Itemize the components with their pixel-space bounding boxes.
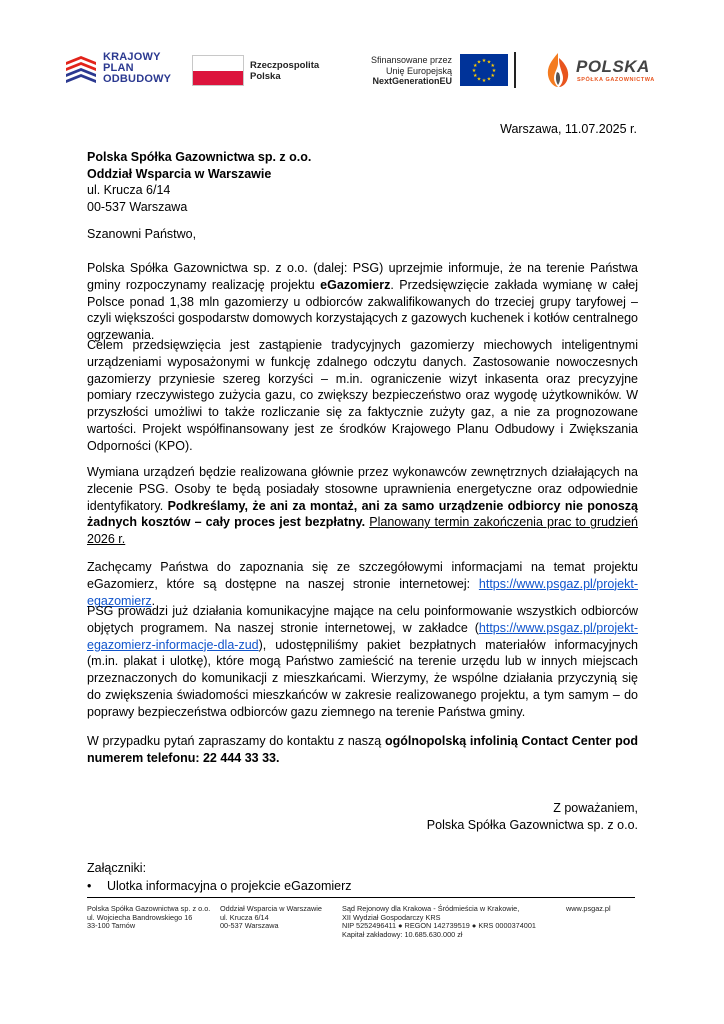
kpo-logo-text — [103, 52, 171, 85]
materials-link[interactable]: https://www.psgaz.pl/projekt-egazomierz-informacje-dla-zud — [87, 620, 638, 652]
footer-company — [87, 905, 210, 931]
poland-flag-icon — [192, 55, 244, 86]
kpo-line-1: KRAJOWY — [103, 51, 161, 63]
footer-company-line: Polska Spółka Gazownictwa sp. z o.o. — [87, 904, 211, 913]
closing-salutation: Z poważaniem, — [553, 801, 638, 815]
p5-text-cont: ), udostępniliśmy pakiet bezpłatnych materiałów informacyjnych (m.in. plakat i ulotkę), które mogą Państwo zamieścić na terenie urzędu lub w innych miejscach przeznaczonych do komunikacji z mieszkańcami. Wierzymy, że wspólne działania przyczynią się do zwiększenia świadomości mieszkańców w zakresie realizowanego projektu, a tym samym – do poprawy bezpieczeństwa odbiorców gazu ziemnego na terenie Państwa gminy. — [87, 637, 638, 719]
rp-line-1: Rzeczpospolita — [250, 60, 320, 71]
kpo-line-3: ODBUDOWY — [103, 73, 172, 85]
eu-line-2: Unię Europejską — [385, 65, 452, 76]
recipient-city: 00-537 Warszawa — [87, 199, 188, 214]
recipient-street: ul. Krucza 6/14 — [87, 183, 171, 197]
paragraph-goal: Celem przedsięwzięcia jest zastąpienie tradycyjnych gazomierzy miechowych inteligentnymi urządzeniami wyposażonymi w funkcję zdalnego odczytu danych. Zastosowanie nowoczesnych gazomierzy przyniesie szereg korzyści – m.in. ograniczenie wizyt inkasenta oraz precyzyjne pomiary rzeczywistego zużycia gazu, co zwiększy bezpieczeństwo oraz wygodę użytkowników. W przyszłości umożliwi to także rozliczanie się za faktycznie zużyty gaz, a nie za prognozowane wartości. Projekt współfinansowany jest ze środków Krajowego Planu Odbudowy i Zwiększania Odporności (KPO). — [87, 338, 638, 453]
rp-logo-text — [250, 60, 319, 82]
footer-branch-line: 00-537 Warszawa — [220, 921, 279, 931]
svg-text:★: ★ — [486, 76, 492, 83]
svg-text:★: ★ — [473, 63, 478, 69]
hotline-info: ogólnopolską infolinią Contact Center pod numerem telefonu: 22 444 33 33. — [87, 734, 638, 765]
rp-line-2: Polska — [250, 71, 281, 82]
svg-text:★: ★ — [476, 76, 482, 83]
footer-company-line: 33-100 Tarnów — [87, 921, 136, 931]
eu-line-1: Sfinansowane przez — [370, 55, 452, 65]
footer-registry — [342, 905, 536, 939]
svg-text:★: ★ — [481, 78, 487, 84]
paragraph-contact — [87, 733, 638, 767]
free-of-charge-notice: Podkreślamy, że ani za montaż, ani za samo urządzenie odbiorcy nie ponoszą żadnych kosztów – cały proces jest bezpłatny. — [87, 498, 639, 530]
eu-flag-icon — [460, 54, 508, 86]
kpo-line-2: PLAN — [103, 62, 134, 74]
footer-divider — [87, 897, 635, 898]
greeting: Szanowni Państwo, — [87, 227, 197, 241]
closing — [427, 800, 638, 834]
footer-website[interactable] — [566, 905, 611, 914]
p1-text-cont: . Przedsięwzięcie zakłada wymianę w całej Polsce ponad 1,38 mln gazomierzy u odbiorców zakwalifikowanych do trzeciej grupy taryfowej – czyli większości gospodarstw domowych korzystających z gazowych kuchenek i kotłów centralnego ogrzewania. — [87, 277, 638, 343]
svg-text:★: ★ — [481, 58, 487, 64]
letter-date: Warszawa, 11.07.2025 r. — [500, 122, 637, 136]
recipient-department: Oddział Wsparcia w Warszawie — [87, 166, 272, 181]
footer-registry-line: Sąd Rejonowy dla Krakowa - Śródmieścia w Krakowie, — [342, 904, 520, 913]
psg-logo-subtitle: SPÓŁKA GAZOWNICTWA — [577, 77, 655, 83]
footer-branch-line: ul. Krucza 6/14 — [220, 912, 269, 922]
flame-icon — [545, 52, 571, 88]
closing-signature: Polska Spółka Gazownictwa sp. z o.o. — [426, 818, 638, 832]
footer-registry-line: XII Wydział Gospodarczy KRS — [342, 912, 441, 922]
project-name: eGazomierz — [320, 277, 391, 292]
p5-text: PSG prowadzi już działania komunikacyjne mające na celu poinformowanie wszystkich odbiorców objętych programem. Na naszej stronie internetowej, w zakładce ( — [87, 604, 638, 635]
footer-website-link[interactable]: www.psgaz.pl — [566, 904, 611, 913]
eu-line-3: NextGenerationEU — [372, 76, 452, 86]
paragraph-intro — [87, 260, 638, 344]
p3-text: Wymiana urządzeń będzie realizowana głównie przez wykonawców zewnętrznych działających na zlecenie PSG. Osoby te będą posiadały stosowne uprawnienia energetyczne oraz odpowiednie identyfikatory. — [87, 465, 638, 513]
footer-branch-line: Oddział Wsparcia w Warszawie — [220, 904, 322, 913]
svg-text:★: ★ — [473, 73, 478, 79]
p1-text: Polska Spółka Gazownictwa sp. z o.o. (dalej: PSG) uprzejmie informuje, że na terenie Państwa gminy rozpoczynamy realizację projektu — [87, 261, 638, 292]
svg-text:★: ★ — [490, 73, 495, 79]
paragraph-execution — [87, 464, 638, 548]
attachment-item — [87, 879, 352, 893]
svg-text:★: ★ — [471, 68, 477, 74]
paragraph-communication — [87, 603, 638, 721]
recipient-address — [87, 149, 311, 215]
paragraph-website — [87, 559, 638, 609]
svg-text:★: ★ — [486, 59, 492, 66]
completion-date-notice: Planowany termin zakończenia prac to grudzień 2026 r. — [87, 515, 638, 547]
psg-logo-name: POLSKA — [576, 57, 650, 76]
svg-text:★: ★ — [490, 63, 495, 69]
kpo-logo-icon — [66, 56, 96, 84]
bullet-icon: • — [87, 879, 92, 893]
project-website-link[interactable]: https://www.psgaz.pl/projekt-egazomierz — [87, 576, 638, 608]
svg-text:★: ★ — [476, 59, 482, 66]
attachment-item-label: Ulotka informacyjna o projekcie eGazomierz — [107, 879, 352, 893]
footer-branch — [220, 905, 322, 931]
p4-text-end: . — [151, 593, 156, 608]
attachments-label: Załączniki: — [87, 861, 147, 875]
p6-text: W przypadku pytań zapraszamy do kontaktu z naszą — [87, 734, 385, 748]
svg-text:★: ★ — [491, 68, 497, 74]
recipient-company: Polska Spółka Gazownictwa sp. z o.o. — [87, 150, 312, 164]
footer-registry-line: Kapitał zakładowy: 10.685.630.000 zł — [342, 929, 463, 939]
logo-divider — [514, 52, 516, 88]
footer-registry-line: NIP 5252496411 ● REGON 142739519 ● KRS 0000374001 — [342, 921, 536, 931]
p4-text: Zachęcamy Państwa do zapoznania się ze szczegółowymi informacjami na temat projektu eGazomierz, które są dostępne na naszej stronie internetowej: — [87, 560, 638, 591]
eu-funding-text — [340, 55, 452, 87]
footer-company-line: ul. Wojciecha Bandrowskiego 16 — [87, 912, 193, 922]
